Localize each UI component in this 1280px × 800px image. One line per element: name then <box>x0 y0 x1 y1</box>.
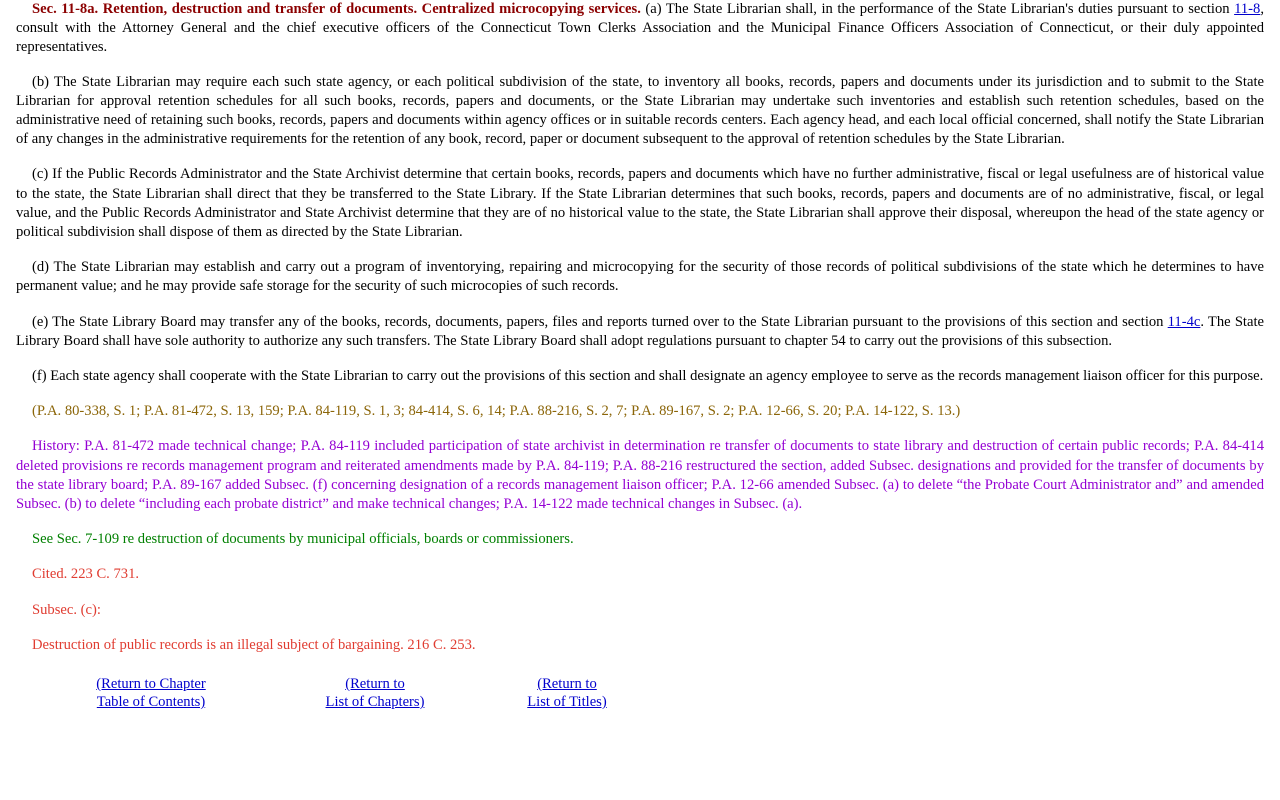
return-to-titles-link[interactable] <box>492 675 642 711</box>
section-heading: Sec. 11-8a. Retention, destruction and transfer of documents. Centralized microcopying services. <box>32 1 641 17</box>
navigation-links <box>16 675 1264 715</box>
annotation-cited: Cited. 223 C. 731. <box>32 566 140 583</box>
return-titles-line1: (Return to <box>537 676 597 693</box>
annotation-note: Destruction of public records is an illegal subject of bargaining. 216 C. 253. <box>32 636 476 653</box>
subsection-e-text-end: . The State Library Board shall have sole authority to authorize any such transfers. The State Library Board shall adopt regulations pursuant to chapter 54 to carry out the provisions of this subsection. <box>16 313 1264 349</box>
return-chapters-line2: List of Chapters) <box>325 694 425 711</box>
return-toc-line2: Table of Contents) <box>96 694 206 711</box>
return-chapters-line1: (Return to <box>345 676 405 693</box>
subsection-c: (c) If the Public Records Administrator and the State Archivist determine that certain books, records, papers and documents which have no further administrative, fiscal or legal usefulness are of historical value to the state, the State Librarian shall direct that they be transferred to the State Library. If the State Librarian determines that such books, records, papers and documents are of no administrative, fiscal, or legal value, and the Public Records Administrator and State Archivist determine that they are of no historical value to the state, the State Librarian shall approve their disposal, whereupon the head of the state agency or political subdivision shall dispose of them as directed by the State Librarian. <box>16 166 1264 241</box>
subsection-d: (d) The State Librarian may establish and carry out a program of inventorying, repairing and microcopying for the security of those records of political subdivisions of the state which he determines to have permanent value; and he may provide safe storage for the security of such microcopies of such records. <box>16 259 1264 295</box>
source-citations: (P.A. 80-338, S. 1; P.A. 81-472, S. 13, 159; P.A. 84-119, S. 1, 3; 84-414, S. 6, 14; P.A. 88-216, S. 2, 7; P.A. 89-167, S. 2; P.A. 12-66, S. 20; P.A. 14-122, S. 13.) <box>32 403 961 420</box>
return-to-chapter-toc-link[interactable] <box>76 675 226 711</box>
annotation-subsec-label: Subsec. (c): <box>32 601 101 618</box>
section-11-8-link[interactable]: 11-8 <box>1234 1 1261 17</box>
section-11-4c-link[interactable]: 11-4c <box>1167 313 1201 330</box>
return-toc-line1: (Return to Chapter <box>96 676 206 693</box>
return-to-chapters-link[interactable] <box>300 675 450 711</box>
subsection-a-text-start: (a) The State Librarian shall, in the performance of the State Librarian's duties pursuant to section <box>640 1 1235 17</box>
subsection-e <box>16 313 1264 351</box>
history-note: History: P.A. 81-472 made technical change; P.A. 84-119 included participation of state archivist in determination re transfer of documents to state library and destruction of certain public records; P.A. 84-414 deleted provisions re records management program and reiterated amendments made by P.A. 84-119; P.A. 88-216 restructured the section, added Subsec. designations and provided for the transfer of documents by the state library board; P.A. 89-167 added Subsec. (f) concerning designation of a records management liaison officer; P.A. 12-66 amended Subsec. (a) to delete “the Probate Court Administrator and” and amended Subsec. (b) to delete “including each probate district” and make technical changes; P.A. 14-122 made technical changes in Subsec. (a). <box>16 438 1264 513</box>
subsection-a <box>16 0 1264 58</box>
subsection-f: (f) Each state agency shall cooperate with the State Librarian to carry out the provisions of this section and shall designate an agency employee to serve as the records management liaison officer for this purpose. <box>32 368 1264 385</box>
subsection-e-text-start: (e) The State Library Board may transfer any of the books, records, documents, papers, files and reports turned over to the State Librarian pursuant to the provisions of this section and section <box>32 313 1168 330</box>
subsection-b: (b) The State Librarian may require each such state agency, or each political subdivision of the state, to inventory all books, records, papers and documents under its jurisdiction and to submit to the State Librarian for approval retention schedules for all such books, records, papers and documents, or the State Librarian may undertake such inventories and establish such retention schedules, based on the administrative need of retaining such books, records, papers and documents within agency offices or in suitable records centers. Each agency head, and each local official concerned, shall notify the State Librarian of any changes in the administrative requirements for the retention of any book, record, paper or document subsequent to the approval of retention schedules by the State Librarian. <box>16 73 1264 148</box>
return-titles-line2: List of Titles) <box>527 694 607 711</box>
see-also-note: See Sec. 7-109 re destruction of documents by municipal officials, boards or commissioners. <box>32 531 574 548</box>
subsection-a-text-end: , consult with the Attorney General and the chief executive officers of the Connecticut Town Clerks Association and the Municipal Finance Officers Association of Connecticut, or their duly appointed representatives. <box>16 1 1264 56</box>
